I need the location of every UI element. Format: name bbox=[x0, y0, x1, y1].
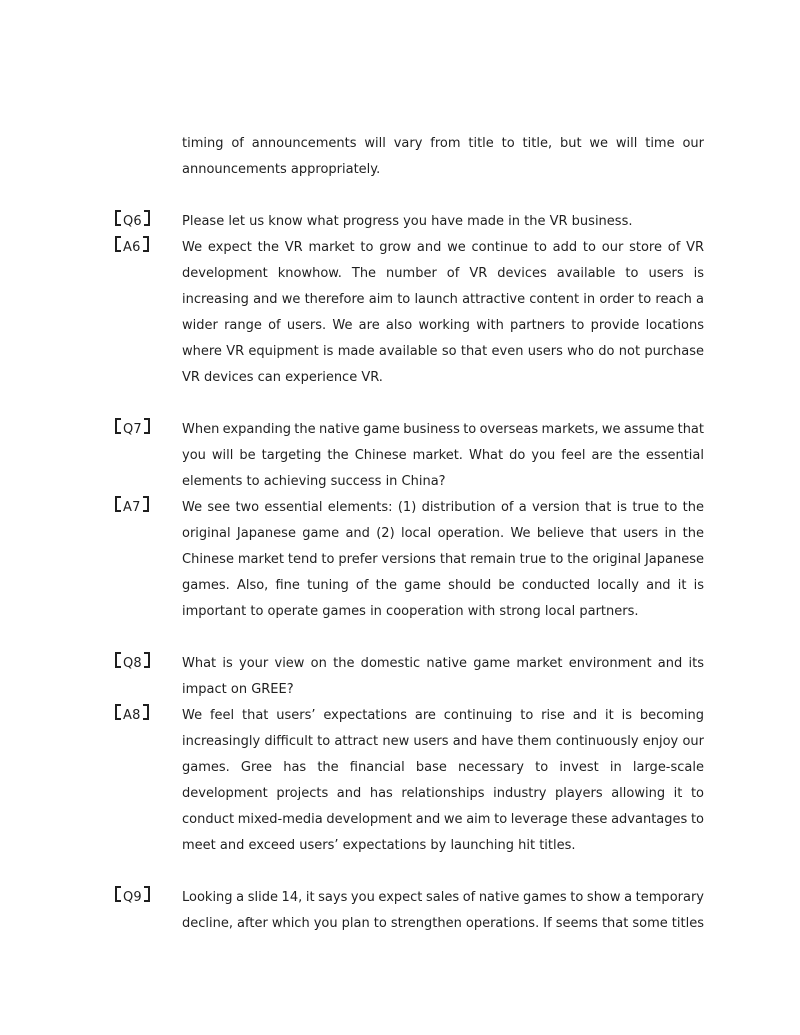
qa-text bbox=[182, 209, 704, 235]
qa-block-q7 bbox=[115, 417, 704, 495]
lenticular-close-bracket-icon bbox=[143, 496, 149, 512]
qa-text bbox=[182, 703, 704, 859]
qa-label-text: Q7 bbox=[123, 422, 142, 437]
text-line: meet and exceed users’ expectations by launching hit titles. bbox=[182, 838, 576, 853]
qa-label bbox=[115, 703, 182, 729]
text-line: timing of announcements will vary from title to title, but we will time our bbox=[182, 136, 704, 151]
qa-text bbox=[182, 651, 704, 703]
lenticular-close-bracket-icon bbox=[143, 704, 149, 720]
text-line: Chinese market tend to prefer versions that remain true to the original Japanese bbox=[182, 552, 704, 567]
lenticular-close-bracket-icon bbox=[143, 236, 149, 252]
qa-block-q9 bbox=[115, 885, 704, 937]
text-line: original Japanese game and (2) local operation. We believe that users in the bbox=[182, 526, 704, 541]
qa-label bbox=[115, 495, 182, 521]
lenticular-close-bracket-icon bbox=[144, 210, 150, 226]
paragraph-continuation bbox=[115, 131, 704, 183]
qa-text bbox=[182, 885, 704, 937]
qa-label bbox=[115, 235, 182, 261]
lenticular-close-bracket-icon bbox=[144, 418, 150, 434]
qa-label-text: Q6 bbox=[123, 214, 142, 229]
text-line: When expanding the native game business to overseas markets, we assume that bbox=[182, 422, 704, 437]
lenticular-open-bracket-icon bbox=[115, 652, 121, 668]
qa-text bbox=[182, 495, 704, 625]
lenticular-close-bracket-icon bbox=[144, 886, 150, 902]
text-line: you will be targeting the Chinese market. What do you feel are the essential bbox=[182, 448, 704, 463]
lenticular-open-bracket-icon bbox=[115, 496, 121, 512]
text-line: We feel that users’ expectations are continuing to rise and it is becoming bbox=[182, 708, 704, 723]
qa-block-a7 bbox=[115, 495, 704, 625]
text-line: We expect the VR market to grow and we continue to add to our store of VR bbox=[182, 240, 704, 255]
text-line: Please let us know what progress you have made in the VR business. bbox=[182, 214, 633, 229]
text-line: development knowhow. The number of VR devices available to users is bbox=[182, 266, 704, 281]
text-line: increasing and we therefore aim to launch attractive content in order to reach a bbox=[182, 292, 704, 307]
lenticular-close-bracket-icon bbox=[144, 652, 150, 668]
lenticular-open-bracket-icon bbox=[115, 886, 121, 902]
qa-text bbox=[182, 235, 704, 391]
qa-label bbox=[115, 209, 182, 235]
qa-label bbox=[115, 417, 182, 443]
text-line: impact on GREE? bbox=[182, 682, 294, 697]
text-line: wider range of users. We are also working with partners to provide locations bbox=[182, 318, 704, 333]
qa-label-text: A6 bbox=[123, 240, 141, 255]
qa-label-text: A8 bbox=[123, 708, 141, 723]
lenticular-open-bracket-icon bbox=[115, 236, 121, 252]
text-line: What is your view on the domestic native game market environment and its bbox=[182, 656, 704, 671]
text-line: increasingly difficult to attract new users and have them continuously enjoy our bbox=[182, 734, 704, 749]
text-line: announcements appropriately. bbox=[182, 162, 381, 177]
lenticular-open-bracket-icon bbox=[115, 418, 121, 434]
qa-block-a8 bbox=[115, 703, 704, 859]
text-line: development projects and has relationships industry players allowing it to bbox=[182, 786, 704, 801]
text-line: where VR equipment is made available so that even users who do not purchase bbox=[182, 344, 704, 359]
qa-block-a6 bbox=[115, 235, 704, 391]
text-line: VR devices can experience VR. bbox=[182, 370, 383, 385]
qa-label-text: Q9 bbox=[123, 890, 142, 905]
qa-block-q8 bbox=[115, 651, 704, 703]
qa-block-q6 bbox=[115, 209, 704, 235]
qa-label bbox=[115, 651, 182, 677]
text-line: decline, after which you plan to strengthen operations. If seems that some titles bbox=[182, 916, 704, 931]
qa-label-text: Q8 bbox=[123, 656, 142, 671]
qa-transcript bbox=[115, 131, 704, 937]
lenticular-open-bracket-icon bbox=[115, 210, 121, 226]
qa-label bbox=[115, 131, 182, 157]
lenticular-open-bracket-icon bbox=[115, 704, 121, 720]
text-line: We see two essential elements: (1) distribution of a version that is true to the bbox=[182, 500, 704, 515]
qa-label-text: A7 bbox=[123, 500, 141, 515]
text-line: Looking a slide 14, it says you expect sales of native games to show a temporary bbox=[182, 890, 704, 905]
text-line: important to operate games in cooperation with strong local partners. bbox=[182, 604, 639, 619]
qa-text bbox=[182, 417, 704, 495]
text-line: games. Gree has the financial base necessary to invest in large-scale bbox=[182, 760, 704, 775]
text-line: elements to achieving success in China? bbox=[182, 474, 446, 489]
qa-text bbox=[182, 131, 704, 183]
qa-label bbox=[115, 885, 182, 911]
text-line: conduct mixed-media development and we aim to leverage these advantages to bbox=[182, 812, 704, 827]
text-line: games. Also, fine tuning of the game should be conducted locally and it is bbox=[182, 578, 704, 593]
